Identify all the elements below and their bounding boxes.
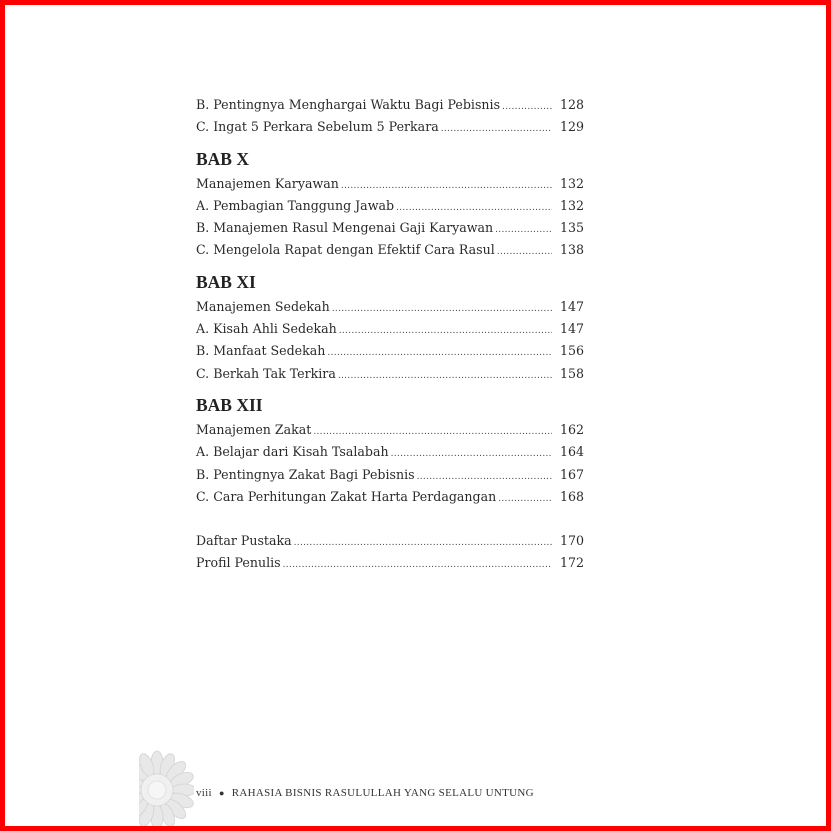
dot-leader	[502, 96, 552, 118]
toc-entry	[196, 530, 584, 552]
dot-leader	[338, 365, 552, 387]
toc-entry	[196, 464, 584, 486]
toc-entry	[196, 340, 584, 362]
toc-entry-title: Manajemen Zakat	[196, 421, 312, 437]
toc-entry-page: 170	[559, 533, 584, 549]
toc-entry-title: Manajemen Karyawan	[196, 175, 339, 191]
toc-entry	[196, 318, 584, 340]
chapter-heading: BAB X	[196, 148, 249, 169]
toc-entry-page: 132	[559, 175, 584, 191]
toc-entry-title: B. Manajemen Rasul Mengenai Gaji Karyawan	[196, 220, 494, 236]
toc-entry-title: A. Belajar dari Kisah Tsalabah	[196, 444, 389, 460]
toc-entry-page: 135	[559, 220, 584, 236]
toc-entry	[196, 116, 584, 138]
toc-entry-page: 128	[559, 97, 584, 112]
toc-entry-page: 168	[559, 488, 584, 504]
dot-leader	[341, 175, 552, 197]
chapter-heading: BAB XII	[196, 394, 263, 415]
dot-leader	[441, 118, 552, 140]
dot-leader	[313, 421, 552, 443]
dot-leader	[283, 554, 552, 576]
toc-entry-page: 129	[559, 119, 584, 135]
toc-entry-page: 164	[559, 444, 584, 460]
toc-entry-title: B. Manfaat Sedekah	[196, 343, 326, 359]
toc-entry-title: B. Pentingnya Zakat Bagi Pebisnis	[196, 466, 415, 482]
dot-leader	[294, 532, 552, 554]
toc-entry-title: Manajemen Sedekah	[196, 298, 330, 314]
toc-entry-title: C. Cara Perhitungan Zakat Harta Perdagangan	[196, 488, 497, 504]
dot-leader	[495, 219, 552, 241]
toc-entry-title: Profil Penulis	[196, 555, 281, 571]
footer-page-number: viii	[196, 787, 212, 799]
chapter-heading: BAB XI	[196, 271, 256, 292]
toc-entry-page: 172	[559, 555, 584, 571]
toc-entry-title: C. Berkah Tak Terkira	[196, 365, 336, 381]
toc-entry-title: B. Pentingnya Menghargai Waktu Bagi Pebisnis	[196, 97, 501, 112]
toc-entry-page: 132	[559, 197, 584, 213]
running-footer	[196, 787, 534, 799]
toc-entry	[196, 239, 584, 261]
toc-entry-page: 147	[559, 298, 584, 314]
dot-leader	[396, 197, 552, 219]
toc-entry	[196, 552, 584, 574]
toc-entry-page: 167	[559, 466, 584, 482]
dot-leader	[391, 443, 552, 465]
footer-book-title: RAHASIA BISNIS RASULULLAH YANG SELALU UNTUNG	[231, 787, 534, 799]
toc-entry-page: 158	[559, 365, 584, 381]
footer-bullet: ●	[218, 788, 225, 798]
toc-entry-title: C. Mengelola Rapat dengan Efektif Cara Rasul	[196, 242, 495, 258]
toc-entry-title: C. Ingat 5 Perkara Sebelum 5 Perkara	[196, 119, 439, 135]
toc-entry-page: 138	[559, 242, 584, 258]
dot-leader	[497, 241, 552, 263]
toc-entry	[196, 419, 584, 441]
toc-entry-page: 156	[559, 343, 584, 359]
dot-leader	[332, 298, 552, 320]
toc-entry	[196, 486, 584, 508]
dot-leader	[339, 320, 552, 342]
dot-leader	[417, 466, 552, 488]
toc-entry-title: A. Kisah Ahli Sedekah	[196, 321, 337, 337]
flower-ornament-icon	[139, 742, 194, 826]
toc-entry	[196, 217, 584, 239]
dot-leader	[498, 488, 552, 510]
toc-entry	[196, 363, 584, 385]
toc-entry	[196, 173, 584, 195]
toc-entry-page: 162	[559, 421, 584, 437]
toc-entry-title: Daftar Pustaka	[196, 533, 292, 549]
table-of-contents	[196, 94, 584, 575]
toc-entry	[196, 94, 584, 116]
toc-entry-title: A. Pembagian Tanggung Jawab	[196, 197, 395, 213]
toc-entry-page: 147	[559, 321, 584, 337]
toc-entry	[196, 195, 584, 217]
toc-entry	[196, 441, 584, 463]
section-gap	[196, 508, 584, 530]
dot-leader	[327, 342, 552, 364]
toc-entry	[196, 296, 584, 318]
